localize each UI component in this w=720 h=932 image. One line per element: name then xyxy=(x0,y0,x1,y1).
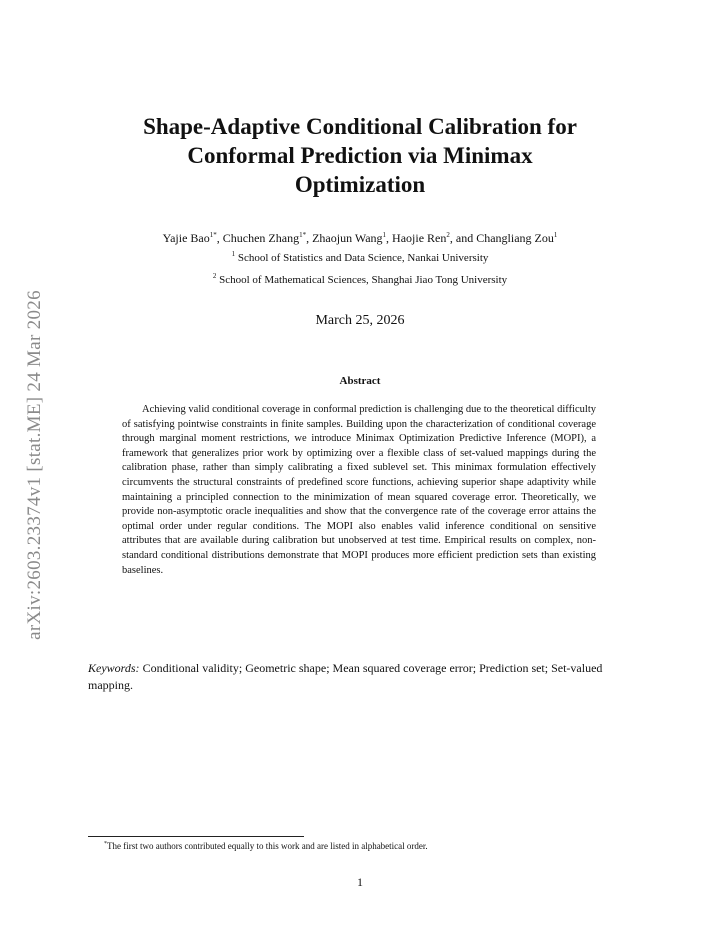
footnote xyxy=(104,841,428,851)
author-mark: 1* xyxy=(209,231,217,239)
title-line: Optimization xyxy=(294,172,426,197)
footnote-mark: * xyxy=(104,841,107,847)
author-mark: 1* xyxy=(299,231,307,239)
author-separator: , xyxy=(386,231,390,245)
keywords-text: Conditional validity; Geometric shape; Mean squared coverage error; Prediction set; Set-valued mapping. xyxy=(88,661,603,692)
author-name: Haojie Ren xyxy=(392,231,447,245)
author-list xyxy=(80,231,640,246)
title-line: Shape-Adaptive Conditional Calibration for xyxy=(143,114,577,139)
author-separator: , xyxy=(306,231,310,245)
footnote-text: The first two authors contributed equally to this work and are listed in alphabetical order. xyxy=(107,841,428,851)
paper-title xyxy=(80,112,640,199)
author-name: Yajie Bao xyxy=(162,231,210,245)
author-name: Chuchen Zhang xyxy=(222,231,300,245)
arxiv-identifier: arXiv:2603.23374v1 [stat.ME] 24 Mar 2026 xyxy=(24,290,45,640)
keywords xyxy=(88,660,633,694)
page-number: 1 xyxy=(357,875,363,889)
title-line: Conformal Prediction via Minimax xyxy=(187,143,533,168)
author-mark: 2 xyxy=(446,231,450,239)
author-separator: , and xyxy=(449,231,474,245)
affiliation-text: School of Statistics and Data Science, Nankai University xyxy=(237,252,489,264)
abstract-heading: Abstract xyxy=(339,375,381,387)
abstract-body: Achieving valid conditional coverage in conformal prediction is challenging due to the theoretical difficulty of satisfying pointwise constraints in finite samples. Building upon the characterization of conditional coverage through marginal moment restrictions, we introduce Minimax Optimization Predictive Inference (MOPI), a framework that generalizes prior work by optimizing over a flexible class of set-valued mappings during the calibration phase, rather than simply calibrating a fixed sublevel set. This minimax formulation effectively circumvents the structural constraints of predefined score functions, achieving superior shape adaptivity while maintaining a principled connection to the minimization of mean squared coverage error. Theoretically, we provide non-asymptotic oracle inequalities and show that the convergence rate of the coverage error attains the optimal order under regular conditions. The MOPI also enables valid inference conditional on sensitive attributes that are available during calibration but unobserved at test time. Empirical results on complex, non-standard conditional distributions demonstrate that MOPI produces more efficient prediction sets than existing baselines. xyxy=(122,404,596,576)
paper-date: March 25, 2026 xyxy=(315,313,405,328)
author-name: Changliang Zou xyxy=(476,231,554,245)
author-separator: , xyxy=(216,231,220,245)
keywords-label: Keywords: xyxy=(88,661,140,675)
affiliation-mark: 2 xyxy=(212,272,217,280)
affiliation xyxy=(80,252,640,264)
footnote-rule xyxy=(88,836,304,837)
author-name: Zhaojun Wang xyxy=(312,231,383,245)
author-mark: 1 xyxy=(382,231,387,239)
author-mark: 1 xyxy=(553,231,558,239)
affiliation xyxy=(80,274,640,286)
affiliation-text: School of Mathematical Sciences, Shanghai Jiao Tong University xyxy=(219,274,508,286)
affiliation-mark: 1 xyxy=(231,250,236,258)
